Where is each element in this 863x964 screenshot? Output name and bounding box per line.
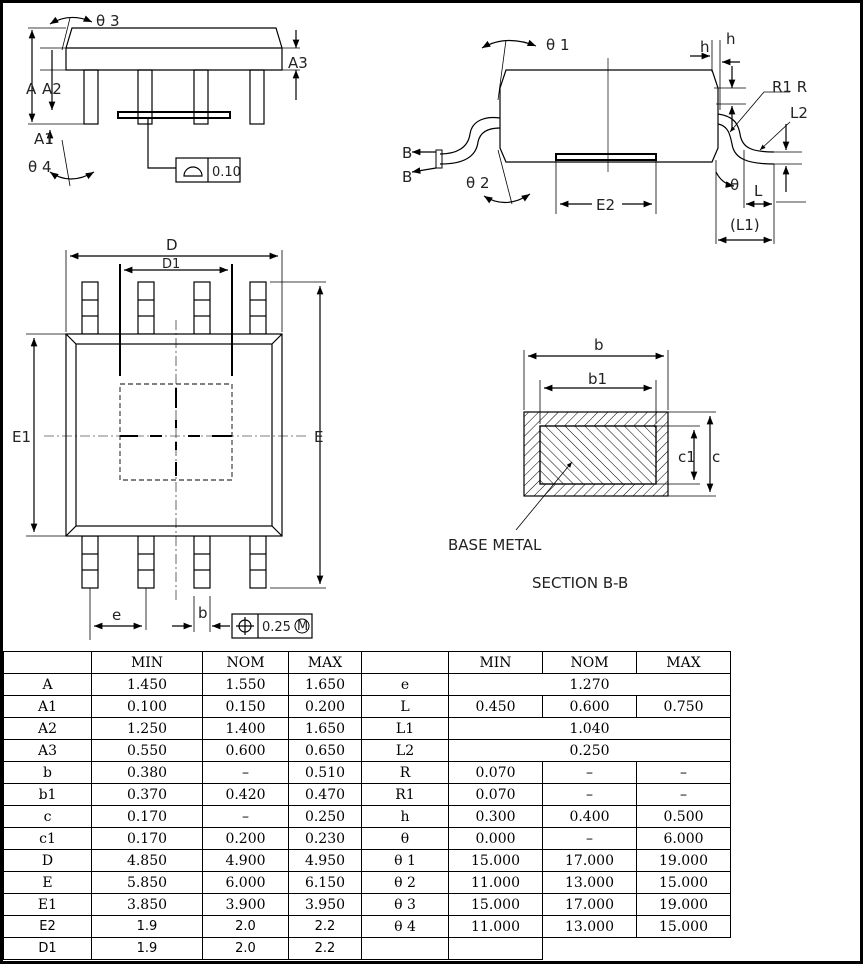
table-cell: h [362,806,449,828]
table-cell: 0.600 [203,740,289,762]
side-view [28,17,300,186]
theta-label: θ [730,176,740,194]
table-header-cell: NOM [203,652,289,674]
table-cell: e [362,674,449,696]
table-cell: 13.000 [543,872,637,894]
table-cell: c1 [4,828,92,850]
table-cell [449,938,543,960]
theta4-label: θ 4 [28,158,52,176]
e-label: e [112,606,122,624]
r1-r-label: R1 R [772,78,808,96]
table-cell: 0.000 [449,828,543,850]
table-header-cell: MAX [289,652,362,674]
table-cell: A [4,674,92,696]
position-value: 0.25 [262,620,291,635]
table-cell: 0.550 [92,740,203,762]
table-cell: – [637,762,731,784]
top-view [26,250,326,640]
theta3-label: θ 3 [96,12,120,30]
table-cell: 17.000 [543,850,637,872]
A3-label: A3 [288,54,308,72]
table-header-row [4,652,731,674]
table-cell: b1 [4,784,92,806]
table-header-cell: NOM [543,652,637,674]
table-cell: L2 [362,740,449,762]
table-cell: – [543,828,637,850]
table-cell: 0.750 [637,696,731,718]
table-cell: 4.850 [92,850,203,872]
table-cell: 11.000 [449,916,543,938]
table-cell: A1 [4,696,92,718]
E1-label: E1 [12,428,32,446]
table-row [4,806,731,828]
table-row [4,740,731,762]
table-cell: 0.250 [289,806,362,828]
table-cell: θ 2 [362,872,449,894]
table-cell: c [4,806,92,828]
table-cell: θ [362,828,449,850]
theta1-label: θ 1 [546,36,570,54]
table-cell: 0.650 [289,740,362,762]
table-cell: 17.000 [543,894,637,916]
table-cell: 0.370 [92,784,203,806]
table-cell: 1.9 [92,916,203,938]
table-cell: 0.230 [289,828,362,850]
B-label-2: B [402,168,413,186]
table-cell: 0.070 [449,762,543,784]
table-cell: L1 [362,718,449,740]
table-cell: 0.400 [543,806,637,828]
table-cell: – [203,806,289,828]
table-cell: 15.000 [449,850,543,872]
dimensions-table [3,651,731,960]
table-header-cell: MAX [637,652,731,674]
h-label-2: h [726,30,736,48]
c-label: c [712,448,721,466]
table-cell: 0.510 [289,762,362,784]
table-row [4,674,731,696]
L2-label: L2 [790,104,808,122]
table-header-cell [362,652,449,674]
table-cell: 0.200 [203,828,289,850]
table-cell: 0.250 [449,740,731,762]
c1-label: c1 [678,448,696,466]
base-metal-label: BASE METAL [448,536,542,554]
D1-label: D1 [162,257,181,272]
section-title: SECTION B-B [532,574,629,592]
table-cell: 6.000 [203,872,289,894]
table-row [4,850,731,872]
table-cell: 3.950 [289,894,362,916]
table-cell: 11.000 [449,872,543,894]
table-cell: θ 3 [362,894,449,916]
B-label-1: B [402,144,413,162]
table-row [4,938,731,960]
table-cell: 4.900 [203,850,289,872]
table-cell: 0.200 [289,696,362,718]
D-label: D [166,236,178,254]
table-cell: b [4,762,92,784]
table-cell: θ 1 [362,850,449,872]
table-cell: 6.150 [289,872,362,894]
table-row [4,916,731,938]
table-cell: 5.850 [92,872,203,894]
table-cell [362,938,449,960]
mmc-symbol: M [297,619,309,634]
table-cell: D1 [4,938,92,960]
table-row [4,762,731,784]
table-cell: 0.500 [637,806,731,828]
table-cell: R1 [362,784,449,806]
table-cell: 0.300 [449,806,543,828]
A-label: A [26,80,37,98]
h-label-1: h [700,38,710,56]
table-cell: 2.2 [289,938,362,960]
table-cell [543,938,637,960]
table-cell: 0.170 [92,828,203,850]
table-cell: 3.850 [92,894,203,916]
E2-label: E2 [596,196,616,214]
section-bb [516,350,716,530]
A2-label: A2 [42,80,62,98]
A1-label: A1 [34,130,54,148]
table-cell: 2.2 [289,916,362,938]
table-cell: 1.650 [289,718,362,740]
table-row [4,872,731,894]
table-cell: E2 [4,916,92,938]
table-cell [637,938,731,960]
table-cell: – [203,762,289,784]
table-cell: 0.150 [203,696,289,718]
table-cell: 19.000 [637,850,731,872]
b1-label: b1 [588,370,608,388]
table-cell: 6.000 [637,828,731,850]
flatness-value: 0.10 [212,165,241,180]
theta2-label: θ 2 [466,174,490,192]
table-cell: 1.400 [203,718,289,740]
table-cell: R [362,762,449,784]
table-row [4,718,731,740]
table-cell: A2 [4,718,92,740]
table-cell: 0.420 [203,784,289,806]
table-cell: 1.550 [203,674,289,696]
b-label: b [198,604,208,622]
L-label: L [754,182,763,200]
table-cell: 2.0 [203,938,289,960]
table-cell: 1.650 [289,674,362,696]
b-section-label: b [594,336,604,354]
table-cell: E1 [4,894,92,916]
table-cell: – [543,784,637,806]
table-cell: 0.100 [92,696,203,718]
table-cell: 0.470 [289,784,362,806]
table-cell: 1.450 [92,674,203,696]
table-cell: θ 4 [362,916,449,938]
table-cell: 0.450 [449,696,543,718]
table-row [4,784,731,806]
table-row [4,828,731,850]
table-cell: 13.000 [543,916,637,938]
table-cell: A3 [4,740,92,762]
table-header-cell: MIN [92,652,203,674]
table-cell: 15.000 [637,872,731,894]
L1-label: (L1) [730,216,760,234]
table-cell: 15.000 [637,916,731,938]
table-cell: 1.270 [449,674,731,696]
table-cell: D [4,850,92,872]
E-label: E [314,428,324,446]
table-cell: 0.170 [92,806,203,828]
table-cell: 0.070 [449,784,543,806]
table-cell: – [543,762,637,784]
table-cell: 2.0 [203,916,289,938]
table-row [4,696,731,718]
table-cell: 4.950 [289,850,362,872]
table-cell: 1.250 [92,718,203,740]
table-cell: L [362,696,449,718]
table-cell: E [4,872,92,894]
table-cell: 1.040 [449,718,731,740]
table-header-cell: MIN [449,652,543,674]
table-header-cell [4,652,92,674]
table-cell: 15.000 [449,894,543,916]
table-cell: 3.900 [203,894,289,916]
table-cell: 0.600 [543,696,637,718]
table-cell: 0.380 [92,762,203,784]
table-cell: – [637,784,731,806]
table-cell: 1.9 [92,938,203,960]
table-cell: 19.000 [637,894,731,916]
table-row [4,894,731,916]
